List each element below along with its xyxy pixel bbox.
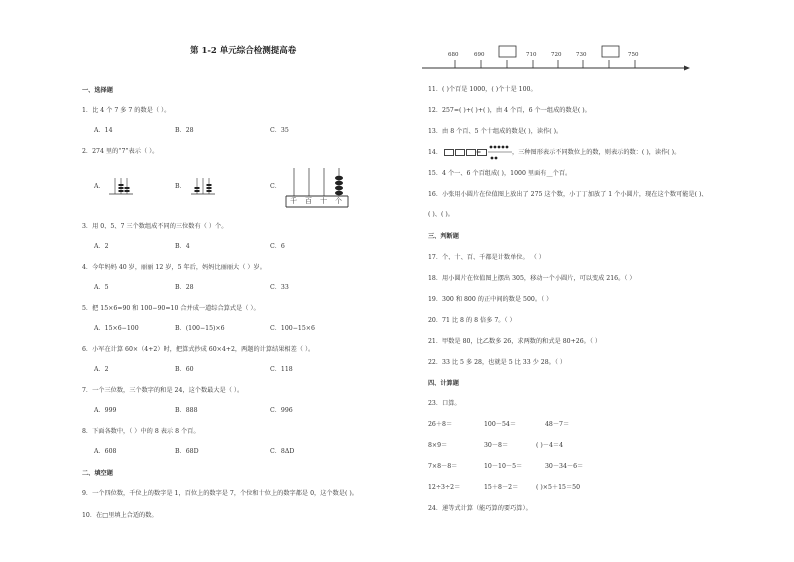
question-20: 20．71 比 8 的 8 倍多 7。（ ） [428, 317, 516, 324]
q7-option-a: A．999 [94, 407, 117, 414]
square-shape-icon [444, 149, 454, 156]
q1-option-a: A．14 [94, 127, 113, 134]
numberline-label-730: 730 [576, 52, 587, 58]
q5-option-b: B．(100−15)×6 [175, 325, 225, 332]
q14-equals: = [476, 149, 482, 156]
section-heading-fill: 二、填空题 [82, 470, 113, 477]
question-7: 7．一个三位数，三个数字的和是 24，这个数最大是（ ）。 [82, 387, 244, 394]
numberline-label-750: 750 [628, 52, 639, 58]
question-1: 1．比 4 个 7 多 7 的数是（ ）。 [82, 107, 171, 114]
abacus-label-tens: 十 [320, 197, 327, 205]
numberline-label-710: 710 [526, 52, 537, 58]
question-5: 5．把 15×6=90 和 100−90=10 合并成一道综合算式是（ ）。 [82, 305, 260, 312]
abacus-label-thousands: 千 [290, 197, 297, 205]
q1-option-b: B．28 [175, 127, 194, 134]
numberline-label-680: 680 [448, 52, 459, 58]
question-11: 11．( )个百是 1000，( )个十是 100。 [428, 86, 537, 93]
question-19: 19．300 和 800 的正中间的数是 500。（ ） [428, 296, 553, 303]
q8-option-b: B．68D [175, 448, 199, 455]
q2-option-a: A． [94, 183, 105, 190]
question-16: 16．小张用小圆片在位值图上放出了 275 这个数，小丁丁加放了 1 个小圆片，现在这个数可能是( )、 [428, 191, 708, 198]
abacus-label-hundreds: 百 [305, 197, 312, 205]
question-2: 2．274 里的“7”表示（ ）。 [82, 148, 159, 155]
question-8: 8．下面各数中，（ ）中的 8 表示 8 个百。 [82, 428, 200, 435]
section-heading-judge: 三、判断题 [428, 233, 459, 240]
q4-option-c: C．33 [270, 284, 289, 291]
question-16-cont: ( )、( )。 [428, 211, 454, 218]
section-heading-choice: 一、选择题 [82, 87, 113, 94]
question-18: 18．用小圆片在位值图上摆出 305，移动一个小圆片，可以变成 216。（ ） [428, 275, 636, 282]
q14-text: ，三种图形表示不同数位上的数，则表示的数：( )，读作( )。 [512, 149, 681, 156]
q3-option-c: C．6 [270, 243, 285, 250]
question-15: 15．4 个一、6 个百组成( )，1000 里面有__个百。 [428, 170, 572, 177]
section-heading-calc: 四、计算题 [428, 380, 459, 387]
dot-shapes-icon [487, 142, 513, 162]
question-21: 21．甲数是 80，比乙数多 26，求两数的和式是 80+26。（ ） [428, 338, 602, 345]
calc-item: ( )－4＝4 [536, 442, 564, 449]
q3-option-a: A．2 [94, 243, 109, 250]
q4-option-b: B．28 [175, 284, 194, 291]
q8-option-a: A．608 [94, 448, 117, 455]
q6-option-c: C．118 [270, 366, 293, 373]
question-10: 10．在□里填上合适的数。 [82, 512, 158, 519]
square-shape-icon [455, 149, 465, 156]
question-14-number: 14． [428, 149, 443, 156]
numberline-label-720: 720 [551, 52, 562, 58]
calc-item: 30－8＝ [484, 442, 509, 449]
question-6: 6．小军在计算 60×（4+2）时，把算式抄成 60×4+2，两题的计算结果相差（ ）。 [82, 346, 315, 353]
q4-option-a: A．5 [94, 284, 109, 291]
q14-squares [444, 149, 488, 157]
q6-option-a: A．2 [94, 366, 109, 373]
question-9: 9．一个四位数，千位上的数字是 1，百位上的数字是 7，个位和十位上的数字都是 0，这个数是( )。 [82, 490, 358, 497]
abacus-a-image [108, 176, 134, 196]
q8-option-c: C．8ΔD [270, 448, 295, 455]
q2-option-c: C． [270, 183, 281, 190]
calc-item: 30－34－6＝ [545, 463, 584, 470]
calc-item: 100－54＝ [484, 421, 517, 428]
calc-item: 7×8－8＝ [428, 463, 458, 470]
calc-item: 12÷3÷2＝ [428, 484, 461, 491]
abacus-label-ones: 个 [335, 197, 342, 205]
page-title: 第 1-2 单元综合检测提高卷 [190, 46, 297, 56]
calc-item: 48－7＝ [545, 421, 570, 428]
question-22: 22．33 比 5 多 28，也就是 5 比 33 少 28。（ ） [428, 359, 567, 366]
question-13: 13．由 8 个百、5 个十组成的数是( )，读作( )。 [428, 128, 563, 135]
question-3: 3．用 0、5、7 三个数组成不同的三位数有（ ）个。 [82, 223, 228, 230]
calc-item: 15＋8－2＝ [484, 484, 519, 491]
question-23: 23．口算。 [428, 400, 461, 407]
calc-item: ( )×5＋15＝50 [536, 484, 581, 491]
square-shape-icon [466, 149, 476, 156]
q6-option-b: B．60 [175, 366, 194, 373]
calc-item: 26＋8＝ [428, 421, 453, 428]
question-17: 17．个、十、百、千都是计数单位。 （ ） [428, 254, 545, 261]
q5-option-c: C．100−15×6 [270, 325, 315, 332]
question-24: 24．递等式计算（能巧算的要巧算）。 [428, 505, 532, 512]
q7-option-b: B．888 [175, 407, 198, 414]
q1-option-c: C．35 [270, 127, 289, 134]
q7-option-c: C．996 [270, 407, 293, 414]
calc-item: 8×9＝ [428, 442, 448, 449]
abacus-b-image [190, 176, 216, 196]
q3-option-b: B．4 [175, 243, 190, 250]
question-4: 4．今年妈妈 40 岁，丽丽 12 岁，5 年后，妈妈比丽丽大（ ）岁。 [82, 264, 266, 271]
q2-option-b: B． [175, 183, 186, 190]
calc-item: 10－10－5＝ [484, 463, 523, 470]
q5-option-a: A．15×6−100 [94, 325, 139, 332]
numberline-label-690: 690 [474, 52, 485, 58]
question-12: 12．257=( )+( )+( )，由 4 个百，6 个一组成的数是( )。 [428, 107, 591, 114]
